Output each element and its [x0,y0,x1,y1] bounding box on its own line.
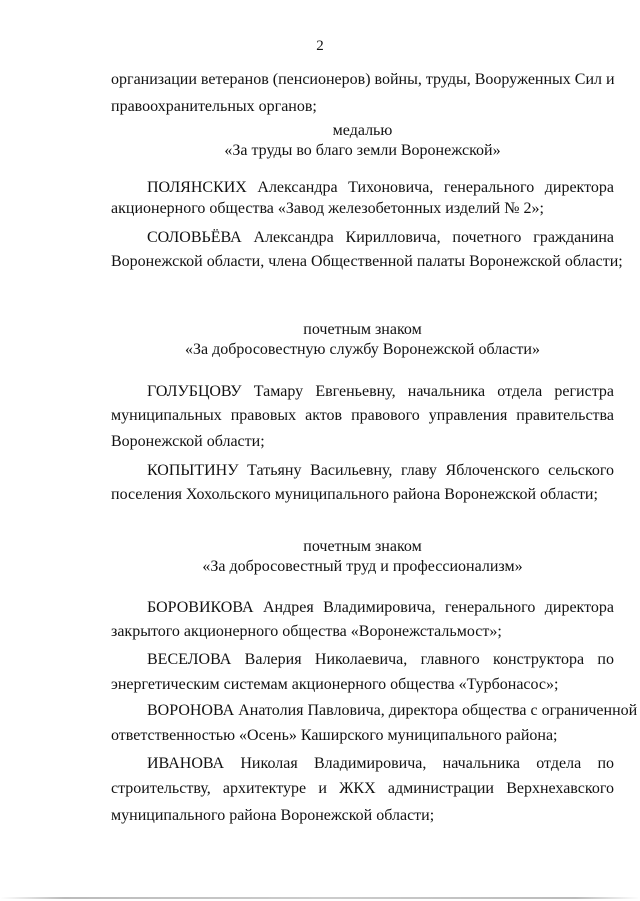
award-entry-line: КОПЫТИНУ Татьяну Васильевну, главу Яблоченского сельского [147,462,614,479]
award-entry-line: ВЕСЕЛОВА Валерия Николаевича, главного конструктора по [147,651,614,668]
award-entry-line: муниципальных правовых актов правового управления правительства [111,407,614,424]
award-entry-line: ГОЛУБЦОВУ Тамару Евгеньевну, начальника отдела регистра [147,383,614,400]
award-entry-line: ВОРОНОВА Анатолия Павловича, директора общества с ограниченной [147,702,638,719]
award-entry-line: закрытого акционерного общества «Воронежстальмост»; [111,623,502,640]
award-entry-line: Воронежской области, члена Общественной палаты Воронежской области; [111,253,623,270]
award-entry-line: энергетическим системам акционерного общества «Турбонасос»; [111,676,559,693]
award-entry-line: Воронежской области; [111,433,265,450]
page-number: 2 [316,38,324,54]
award-type-heading: медалью [332,122,393,139]
scan-edge-shadow [0,897,640,899]
award-entry-line: СОЛОВЬЁВА Александра Кирилловича, почетного гражданина [147,229,614,246]
award-title-heading: «За труды во благо земли Воронежской» [224,142,501,159]
award-entry-line: БОРОВИКОВА Андрея Владимировича, генерального директора [147,599,614,616]
award-entry-line: ИВАНОВА Николая Владимировича, начальника отдела по [147,755,614,772]
award-title-heading: «За добросовестный труд и профессионализм» [202,558,523,575]
award-type-heading: почетным знаком [303,538,422,555]
award-entry-line: ПОЛЯНСКИХ Александра Тихоновича, генерального директора [147,179,614,196]
intro-line: правоохранительных органов; [111,98,317,115]
award-title-heading: «За добросовестную службу Воронежской области» [185,341,540,358]
award-type-heading: почетным знаком [303,321,422,338]
award-entry-line: акционерного общества «Завод железобетонных изделий № 2»; [111,200,544,217]
award-entry-line: строительству, архитектуре и ЖКХ администрации Верхнехавского [111,780,614,797]
award-entry-line: ответственностью «Осень» Каширского муниципального района; [111,727,558,744]
award-entry-line: муниципального района Воронежской области; [111,807,435,824]
intro-line: организации ветеранов (пенсионеров) войны, труды, Вооруженных Сил и [111,71,615,88]
award-entry-line: поселения Хохольского муниципального района Воронежской области; [111,486,598,503]
